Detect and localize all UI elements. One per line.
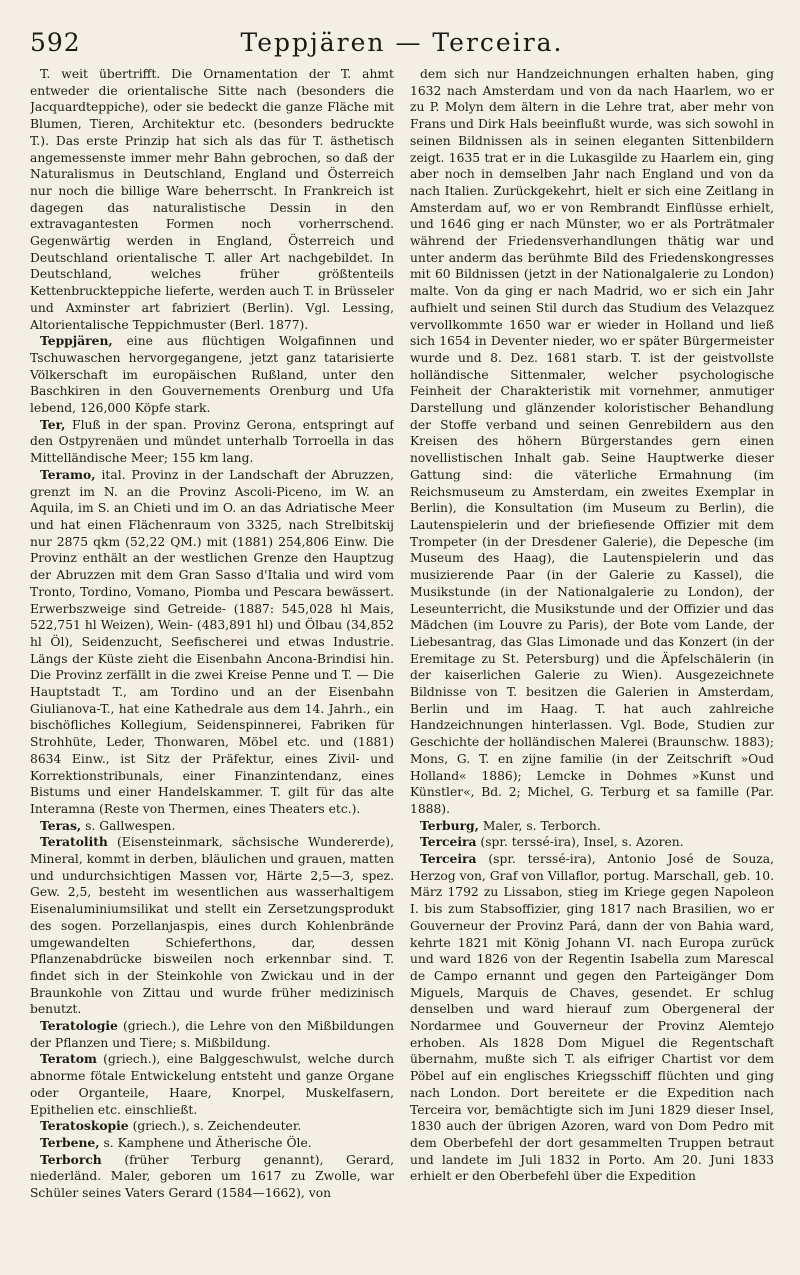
entry-text: dem sich nur Handzeichnungen erhalten haben, ging 1632 nach Amsterdam und von da nach Haarlem, wo er zu P. Molyn dem ältern in die Lehre trat, aber mehr von Frans und Dirk Hals beeinflußt wurde, was sich sowohl in seinen Bildnissen als in seinen eleganten Sittenbildern zeigt. 1635 trat er in die Lukasgilde zu Haarlem ein, ging aber noch in demselben Jahr nach England und von da nach Italien. Zurückgekehrt, hielt er sich eine Zeitlang in Amsterdam auf, wo er von Rembrandt Einflüsse erhielt, und 1646 ging er nach Münster, wo er als Porträtmaler während der Friedensverhandlungen thätig war und unter anderm das berühmte Bild des Friedenskongresses mit 60 Bildnissen (jetzt in der Nationalgalerie zu London) malte. Von da ging er nach Madrid, wo er sich ein Jahr aufhielt und seinen Stil durch das Studium des Velazquez vervollkommte 1650 war er wieder in Holland und ließ sich 1654 in Deventer nieder, wo er später Bürgermeister wurde und 8. Dez. 1681 starb. T. ist der geistvollste holländische Sittenmaler, welcher psychologische Feinheit der Charakteristik mit vornehmer, anmutiger Darstellung und glänzender koloristischer Behandlung der Stoffe verband und seinen Genrebildern aus den Kreisen des höhern Bürgerstandes gern einen novellistischen Inhalt gab. Seine Hauptwerke dieser Gattung sind: die väterliche Ermahnung (im Reichsmuseum zu Amsterdam, ein zweites Exemplar in Berlin), die Konsultation (im Museum zu Berlin), die Lautenspielerin und der briefiesende Offizier mit dem Trompeter (in der Dresdener Galerie), die Depesche (im Museum des Haag), die Lautenspielerin und das musizierende Paar (in der Galerie zu Kassel), die Musikstunde (in der Nationalgalerie zu London), der Leseunterricht, die Musikstunde und der Offizier und das Mädchen (im Louvre zu Paris), der Bote vom Lande, der Liebesantrag, das Glas Limonade und das Konzert (in der Eremitage zu St. Petersburg) und die Äpfelschälerin (in der kaiserlichen Galerie zu Wien). Ausgezeichnete Bildnisse von T. besitzen die Galerien in Amsterdam, Berlin und im Haag. T. hat auch zahlreiche Handzeichnungen hinterlassen. Vgl. Bode, Studien zur Geschichte der holländischen Malerei (Braunschw. 1883); Mons, G. T. en zijne familie (in der Zeitschrift »Oud Holland« 1886); Lemcke in Dohmes »Kunst und Künstler«, Bd. 2; Michel, G. Terburg et sa famille (Par. 1888).	[410, 67, 774, 816]
entry-text: s. Gallwespen.	[85, 818, 176, 833]
entry-headword: Terbene,	[40, 1135, 100, 1150]
entry-headword: Terburg,	[420, 817, 479, 833]
entry-headword: Teras,	[40, 817, 82, 833]
dictionary-entry	[30, 1135, 394, 1152]
entry-text: (griech.), die Lehre von den Mißbildungen der Pflanzen und Tiere; s. Mißbildung.	[30, 1019, 394, 1050]
entry-text: (früher Terburg genannt), Gerard, niederländ. Maler, geboren um 1617 zu Zwolle, war Schüler seines Vaters Gerard (1584—1662), von	[30, 1152, 394, 1201]
dictionary-entry	[410, 66, 774, 818]
dictionary-entry	[410, 851, 774, 1185]
entry-text: ital. Provinz in der Landschaft der Abruzzen, grenzt im N. an die Provinz Ascoli-Piceno, im W. an Aquila, im S. an Chieti und im O. an das Adriatische Meer und hat einen Flächenraum von 3325, nach Strelbitskij nur 2875 qkm (52,22 QM.) mit (1881) 254,806 Einw. Die Provinz enthält an der westlichen Grenze den Hauptzug der Abruzzen mit dem Gran Sasso d'Italia und wird vom Tronto, Tordino, Vomano, Piomba und Pescara bewässert. Erwerbszweige sind Getreide- (1887: 545,028 hl Mais, 522,751 hl Weizen), Wein- (483,891 hl) und Ölbau (34,852 hl Öl), Seidenzucht, Seefischerei und etwas Industrie. Längs der Küste zieht die Eisenbahn Ancona-Brindisi hin. Die Provinz zerfällt in die zwei Kreise Penne und T. — Die Hauptstadt T., am Tordino und an der Eisenbahn Giulianova-T., hat eine Kathedrale aus dem 14. Jahrh., ein bischöfliches Kollegium, Seidenspinnerei, Fabriken für Strohhüte, Leder, Thonwaren, Möbel etc. und (1881) 8634 Einw., ist Sitz der Präfektur, eines Zivil- und Korrektionstribunals, einer Finanzintendanz, eines Bistums und einer Handelskammer. T. gilt für das alte Interamna (Reste von Thermen, eines Theaters etc.).	[30, 467, 394, 816]
entry-text: Maler, s. Terborch.	[482, 818, 601, 833]
dictionary-entry	[30, 1051, 394, 1118]
entry-headword: Teratom	[40, 1051, 97, 1067]
running-title: Teppjären — Terceira.	[240, 28, 564, 57]
entry-text: s. Kamphene und Ätherische Öle.	[103, 1136, 312, 1150]
entry-text: (spr. terssé-ira), Insel, s. Azoren.	[480, 835, 684, 850]
entry-text: (Eisensteinmark, sächsische Wundererde), Mineral, kommt in derben, bläulichen und grauen, matten und undurchsichtigen Massen vor, Härte 2,5—3, spez. Gew. 2,5, besteht im wesentlichen aus wasserhaltigem Eisenaluminiumsilikat und stellt ein Zersetzungsprodukt des sogen. Porzellanjaspis, eines durch Kohlenbrände umgewandelten Schieferthons, dar, dessen Pflanzenabdrücke bisweilen noch erkennbar sind. T. findet sich in der Steinkohle von Zwickau und in der Braunkohle von Zittau und wurde früher medizinisch benutzt.	[30, 835, 394, 1017]
text-columns	[30, 66, 774, 1256]
entry-text: Fluß in der span. Provinz Gerona, entspringt auf den Ostpyrenäen und mündet unterhalb Torroella in das Mittelländische Meer; 155 km lang.	[30, 417, 394, 466]
page-header	[30, 26, 774, 66]
dictionary-entry	[410, 834, 774, 851]
dictionary-entry	[30, 834, 394, 1018]
dictionary-entry	[410, 818, 774, 835]
entry-headword: Teramo,	[40, 466, 96, 482]
dictionary-entry	[30, 467, 394, 818]
entry-headword: Teratolith	[40, 834, 108, 850]
dictionary-entry	[30, 1152, 394, 1202]
dictionary-entry	[30, 1118, 394, 1135]
left-column	[30, 66, 394, 1256]
entry-text: eine aus flüchtigen Wolgafinnen und Tschuwaschen hervorgegangene, jetzt ganz tatarisierte Völkerschaft im europäischen Rußland, unter den Baschkiren in den Gouvernements Orenburg und Ufa lebend, 126,000 Köpfe stark.	[30, 334, 394, 416]
dictionary-entry	[30, 818, 394, 835]
entry-text: T. weit übertrifft. Die Ornamentation der T. ahmt entweder die orientalische Sitte nach (besonders die Jacquardteppiche), oder sie bedeckt die ganze Fläche mit Blumen, Tieren, Architektur etc. (besonders bedruckte T.). Das erste Prinzip hat sich als das für T. ästhetisch angemessenste immer mehr Bahn gebrochen, so daß der Naturalismus in Deutschland, England und Österreich nur noch die billige Ware beherrscht. In Frankreich ist dagegen das naturalistische Dessin in den extravagantesten Formen noch vorherrschend. Gegenwärtig werden in England, Österreich und Deutschland orientalische T. aller Art nachgebildet. In Deutschland, welches früher größtenteils Kettenbruckteppiche lieferte, werden auch T. in Brüsseler und Axminster art fabriziert (Berlin). Vgl. Lessing, Altorientalische Teppichmuster (Berl. 1877).	[30, 67, 394, 332]
entry-text: (spr. terssé-ira), Antonio José de Souza, Herzog von, Graf von Villaflor, portug. Marschall, geb. 10. März 1792 zu Lissabon, stieg im Kriege gegen Napoleon I. bis zum Stabsoffizier, ging 1817 nach Brasilien, wo er Gouverneur der Provinz Pará, dann der von Bahia ward, kehrte 1821 mit König Johann VI. nach Europa zurück und ward 1826 von der Regentin Isabella zum Marescal de Campo ernannt und gegen den Parteigänger Dom Miguels, Marquis de Chaves, gesendet. Er schlug denselben und ward hierauf zum Obergeneral der Nordarmee und Gouverneur der Provinz Alemtejo erhoben. Als 1828 Dom Miguel die Regentschaft übernahm, mußte sich T. als eifriger Chartist vor dem Pöbel auf ein englisches Kriegsschiff flüchten und ging nach London. Dort bereitete er die Expedition nach Terceira vor, bemächtigte sich im Juni 1829 dieser Insel, 1830 auch der übrigen Azoren, ward von Dom Pedro mit dem Oberbefehl der dort gesammelten Truppen betraut und landete im Juli 1832 in Porto. Am 20. Juni 1833 erhielt er den Oberbefehl über die Expedition	[410, 852, 774, 1184]
entry-text: (griech.), eine Balggeschwulst, welche durch abnorme fötale Entwickelung entsteht und ganze Organe oder Organteile, Haare, Knorpel, Muskelfasern, Epithelien etc. einschließt.	[30, 1052, 394, 1117]
entry-headword: Terborch	[40, 1151, 102, 1167]
entry-text: (griech.), s. Zeichendeuter.	[132, 1119, 302, 1134]
entry-headword: Terceira	[420, 851, 477, 867]
entry-headword: Terceira	[420, 834, 477, 850]
right-column	[410, 66, 774, 1256]
entry-headword: Ter,	[40, 416, 66, 432]
entry-headword: Teppjären,	[40, 333, 113, 349]
dictionary-entry	[30, 333, 394, 417]
dictionary-entry	[30, 417, 394, 467]
dictionary-entry	[30, 66, 394, 333]
entry-headword: Teratoskopie	[40, 1118, 129, 1134]
page-number: 592	[30, 28, 81, 57]
dictionary-entry	[30, 1018, 394, 1051]
entry-headword: Teratologie	[40, 1018, 118, 1034]
